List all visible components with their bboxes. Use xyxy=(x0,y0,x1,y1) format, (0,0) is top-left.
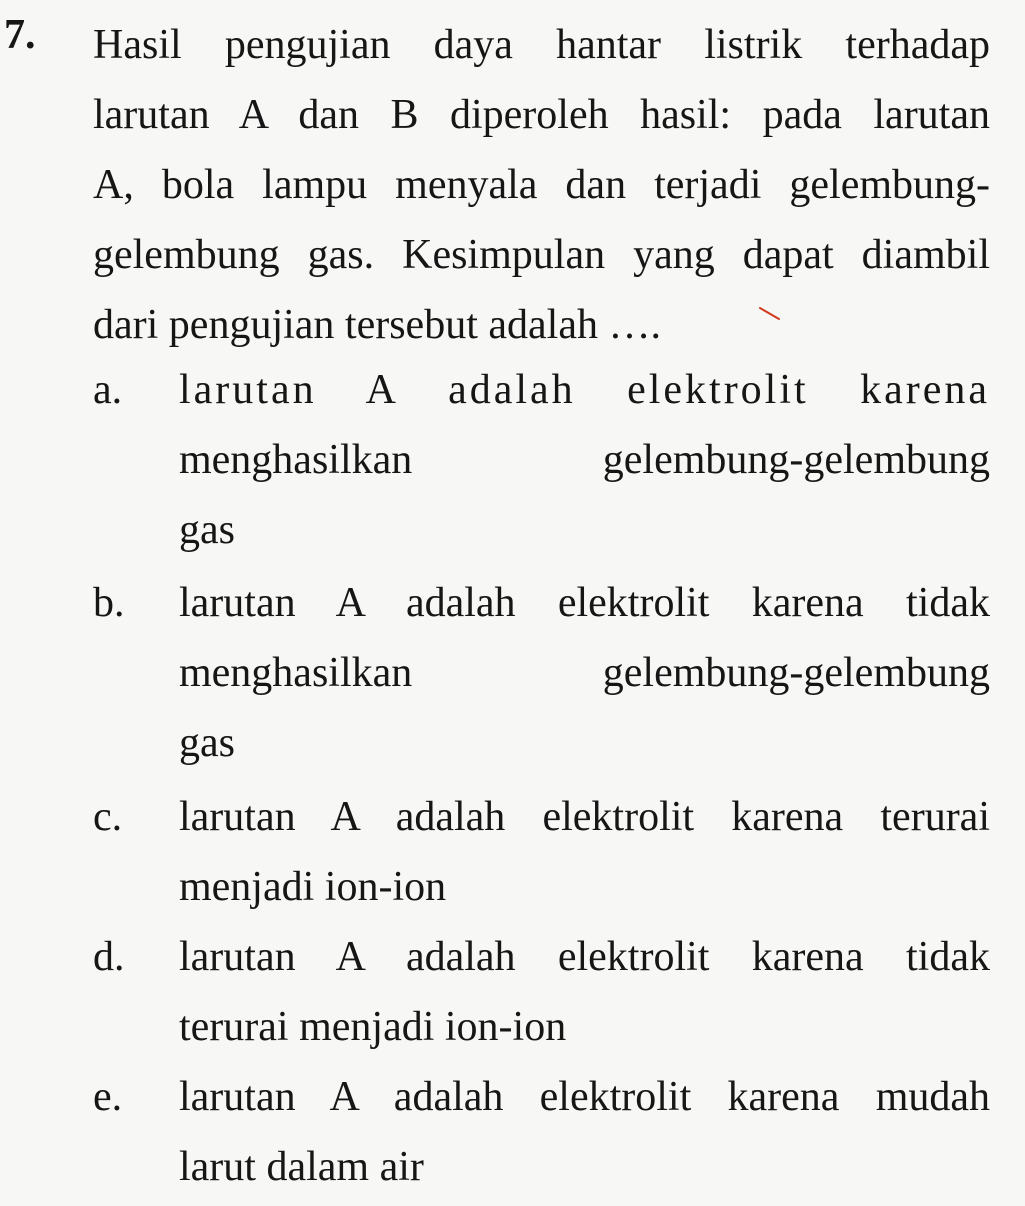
option-line: gas xyxy=(179,507,235,553)
option-text xyxy=(179,1062,990,1202)
stem-line: A, bola lampu menyala dan terjadi gelembung- xyxy=(93,162,990,208)
stem-line: gelembung gas. Kesimpulan yang dapat diambil xyxy=(93,232,990,278)
option-letter: a. xyxy=(93,367,123,413)
option-line: menjadi ion-ion xyxy=(179,864,447,910)
option-text xyxy=(179,355,990,565)
option-line: larutan A adalah elektrolit karena terurai xyxy=(179,794,990,840)
option-letter: b. xyxy=(93,580,125,626)
option-line: menghasilkan gelembung-gelembung xyxy=(179,650,990,696)
option-text xyxy=(179,568,990,778)
stem-line: dari pengujian tersebut adalah …. xyxy=(93,302,661,348)
option-line: larutan A adalah elektrolit karena mudah xyxy=(179,1074,990,1120)
option-line: larutan A adalah elektrolit karena tidak xyxy=(179,934,990,980)
option-line: larutan A adalah elektrolit karena tidak xyxy=(179,580,990,626)
option-line: gas xyxy=(179,720,235,766)
stem-line: larutan A dan B diperoleh hasil: pada larutan xyxy=(93,92,990,138)
option-letter: d. xyxy=(93,934,125,980)
stem-line: Hasil pengujian daya hantar listrik terhadap xyxy=(93,22,990,68)
pen-mark-icon xyxy=(758,306,782,322)
option-line: larut dalam air xyxy=(179,1144,424,1190)
option-line: terurai menjadi ion-ion xyxy=(179,1004,567,1050)
option-letter: c. xyxy=(93,794,123,840)
question-number: 7. xyxy=(4,12,36,58)
option-line: larutan A adalah elektrolit karena xyxy=(179,367,990,413)
option-letter: e. xyxy=(93,1074,123,1120)
option-text xyxy=(179,922,990,1062)
question-stem xyxy=(93,10,990,360)
option-text xyxy=(179,782,990,922)
option-line: menghasilkan gelembung-gelembung xyxy=(179,437,990,483)
